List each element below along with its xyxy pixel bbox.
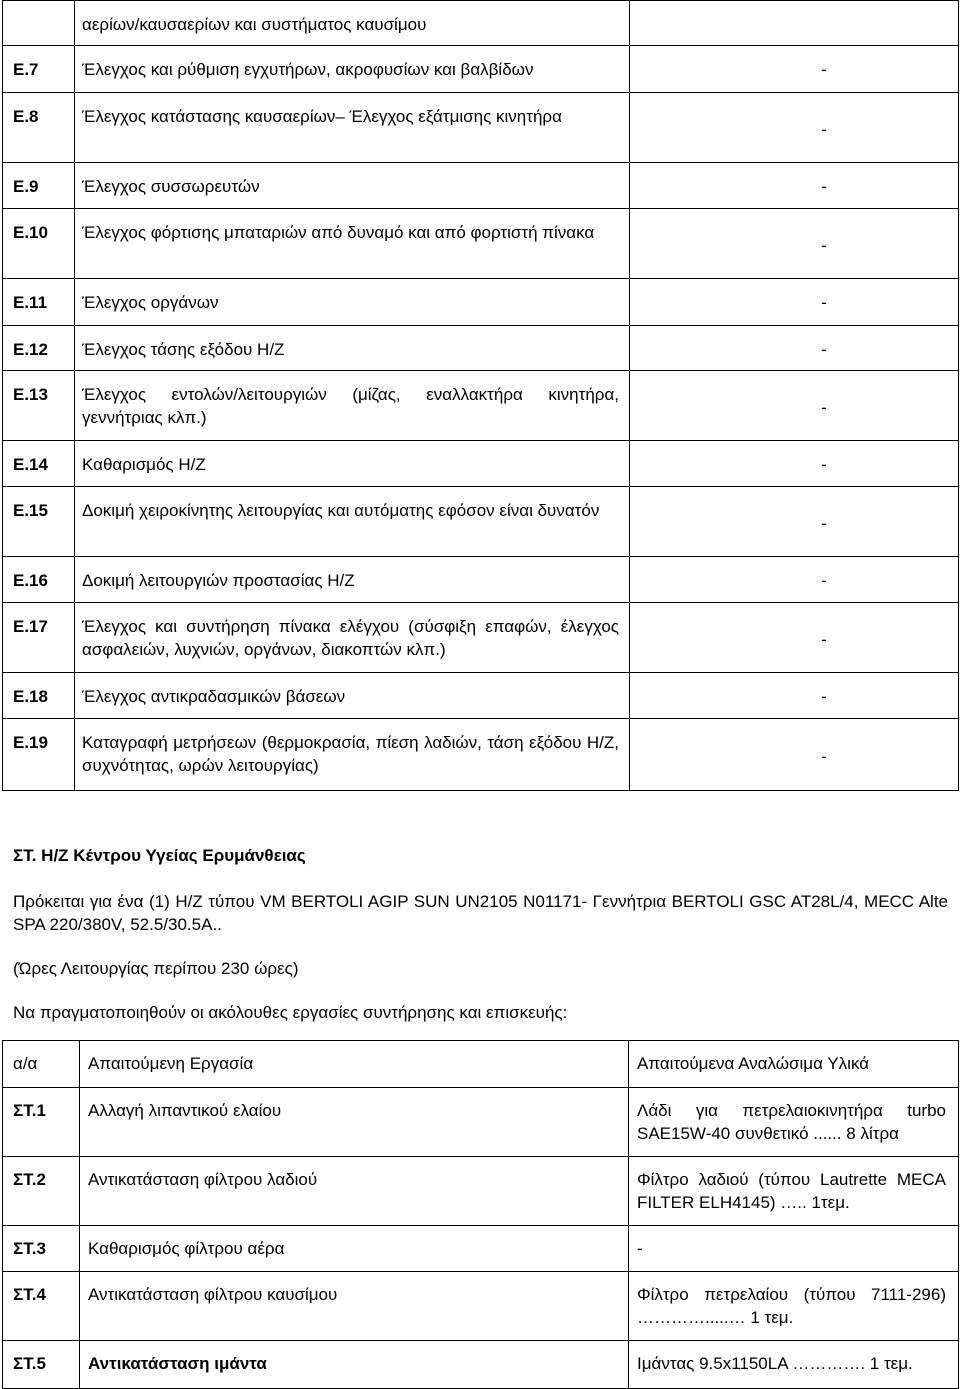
- row-code: Ε.13: [3, 371, 75, 441]
- table-row: [3, 279, 959, 326]
- row-materials: -: [630, 557, 959, 603]
- table-row: [3, 1341, 959, 1389]
- row-materials: -: [630, 441, 959, 487]
- row-code: ΣΤ.5: [3, 1341, 80, 1389]
- row-materials: -: [630, 326, 959, 371]
- row-code: ΣΤ.1: [3, 1088, 80, 1157]
- table-row: [3, 1272, 959, 1341]
- row-code: Ε.19: [3, 719, 75, 791]
- row-materials: Φίλτρο λαδιού (τύπου Lautrette MECA FILTER ELH4145) ….. 1τεμ.: [629, 1157, 959, 1226]
- maintenance-table-e: [2, 0, 959, 791]
- row-task: Καθαρισμός φίλτρου αέρα: [80, 1226, 629, 1272]
- row-materials: -: [630, 93, 959, 163]
- row-materials: -: [629, 1226, 959, 1272]
- row-task: Έλεγχος και ρύθμιση εγχυτήρων, ακροφυσίων και βαλβίδων: [75, 46, 630, 93]
- row-materials: [630, 1, 959, 46]
- row-task: Έλεγχος τάσης εξόδου Η/Ζ: [75, 326, 630, 371]
- table-row: [3, 603, 959, 673]
- table-row: [3, 1, 959, 46]
- row-code: Ε.15: [3, 487, 75, 557]
- row-task: Έλεγχος και συντήρηση πίνακα ελέγχου (σύσφιξη επαφών, έλεγχος ασφαλειών, λυχνιών, οργάνων, διακοπτών κλπ.): [75, 603, 630, 673]
- row-task: Έλεγχος συσσωρευτών: [75, 163, 630, 209]
- operating-hours: (Ώρες Λειτουργίας περίπου 230 ώρες): [13, 959, 299, 978]
- table-row: [3, 326, 959, 371]
- row-materials: Λάδι για πετρελαιοκινητήρα turbo SAE15W-40 συνθετικό ...... 8 λίτρα: [629, 1088, 959, 1157]
- row-code: Ε.11: [3, 279, 75, 326]
- row-materials: Ιμάντας 9.5x1150LA …………. 1 τεμ.: [629, 1341, 959, 1389]
- row-task: Έλεγχος εντολών/λειτουργιών (μίζας, εναλλακτήρα κινητήρα, γεννήτριας κλπ.): [75, 371, 630, 441]
- row-materials: -: [630, 673, 959, 719]
- row-task: Έλεγχος οργάνων: [75, 279, 630, 326]
- row-code: Ε.9: [3, 163, 75, 209]
- row-code: Ε.12: [3, 326, 75, 371]
- row-code: Ε.16: [3, 557, 75, 603]
- header-cell: Απαιτούμενα Αναλώσιμα Υλικά: [629, 1041, 959, 1088]
- maintenance-table-st: [2, 1040, 959, 1389]
- row-materials: -: [630, 279, 959, 326]
- table-row: [3, 1157, 959, 1226]
- row-materials: -: [630, 487, 959, 557]
- row-code: ΣΤ.4: [3, 1272, 80, 1341]
- row-task: Έλεγχος φόρτισης μπαταριών από δυναμό και από φορτιστή πίνακα: [75, 209, 630, 279]
- row-code: Ε.14: [3, 441, 75, 487]
- row-materials: Φίλτρο πετρελαίου (τύπου 7111-296) ………….....… 1 τεμ.: [629, 1272, 959, 1341]
- table-row: [3, 371, 959, 441]
- table-row: [3, 557, 959, 603]
- row-code: Ε.18: [3, 673, 75, 719]
- row-materials: -: [630, 46, 959, 93]
- row-task: αερίων/καυσαερίων και συστήματος καυσίμου: [75, 1, 630, 46]
- row-task: Δοκιμή χειροκίνητης λειτουργίας και αυτόματης εφόσον είναι δυνατόν: [75, 487, 630, 557]
- row-code: [3, 1, 75, 46]
- table-row: [3, 209, 959, 279]
- row-task: Καταγραφή μετρήσεων (θερμοκρασία, πίεση λαδιών, τάση εξόδου Η/Ζ, συχνότητας, ωρών λειτουργίας): [75, 719, 630, 791]
- table-row: [3, 93, 959, 163]
- row-code: Ε.7: [3, 46, 75, 93]
- row-task: Έλεγχος κατάστασης καυσαερίων– Έλεγχος εξάτμισης κινητήρα: [75, 93, 630, 163]
- table-row: [3, 673, 959, 719]
- row-task: Δοκιμή λειτουργιών προστασίας Η/Ζ: [75, 557, 630, 603]
- row-task: Αντικατάσταση φίλτρου καυσίμου: [80, 1272, 629, 1341]
- row-task: Καθαρισμός Η/Ζ: [75, 441, 630, 487]
- row-task: Αντικατάσταση ιμάντα: [80, 1341, 629, 1389]
- row-code: Ε.8: [3, 93, 75, 163]
- row-materials: -: [630, 603, 959, 673]
- table-row: [3, 46, 959, 93]
- row-code: Ε.10: [3, 209, 75, 279]
- table-row: [3, 1226, 959, 1272]
- row-code: Ε.17: [3, 603, 75, 673]
- generator-description: Πρόκειται για ένα (1) Η/Ζ τύπου VM BERTOLI AGIP SUN UN2105 N01171- Γεννήτρια BERTOLI GSC AT28L/4, MECC Alte SPA 220/380V, 52.5/30.5A..: [13, 892, 948, 934]
- row-code: ΣΤ.3: [3, 1226, 80, 1272]
- table-row: [3, 1088, 959, 1157]
- row-materials: -: [630, 719, 959, 791]
- row-task: Έλεγχος αντικραδασμικών βάσεων: [75, 673, 630, 719]
- table-row: [3, 487, 959, 557]
- table-header-row: [3, 1041, 959, 1088]
- row-materials: -: [630, 209, 959, 279]
- row-code: ΣΤ.2: [3, 1157, 80, 1226]
- section-title: ΣΤ. Η/Ζ Κέντρου Υγείας Ερυμάνθειας: [13, 846, 306, 865]
- row-materials: -: [630, 371, 959, 441]
- row-task: Αντικατάσταση φίλτρου λαδιού: [80, 1157, 629, 1226]
- row-task: Αλλαγή λιπαντικού ελαίου: [80, 1088, 629, 1157]
- row-materials: -: [630, 163, 959, 209]
- table-row: [3, 441, 959, 487]
- header-cell: Απαιτούμενη Εργασία: [80, 1041, 629, 1088]
- header-cell: α/α: [3, 1041, 80, 1088]
- table-row: [3, 719, 959, 791]
- tasks-intro: Να πραγματοποιηθούν οι ακόλουθες εργασίες συντήρησης και επισκευής:: [13, 1003, 568, 1022]
- table-row: [3, 163, 959, 209]
